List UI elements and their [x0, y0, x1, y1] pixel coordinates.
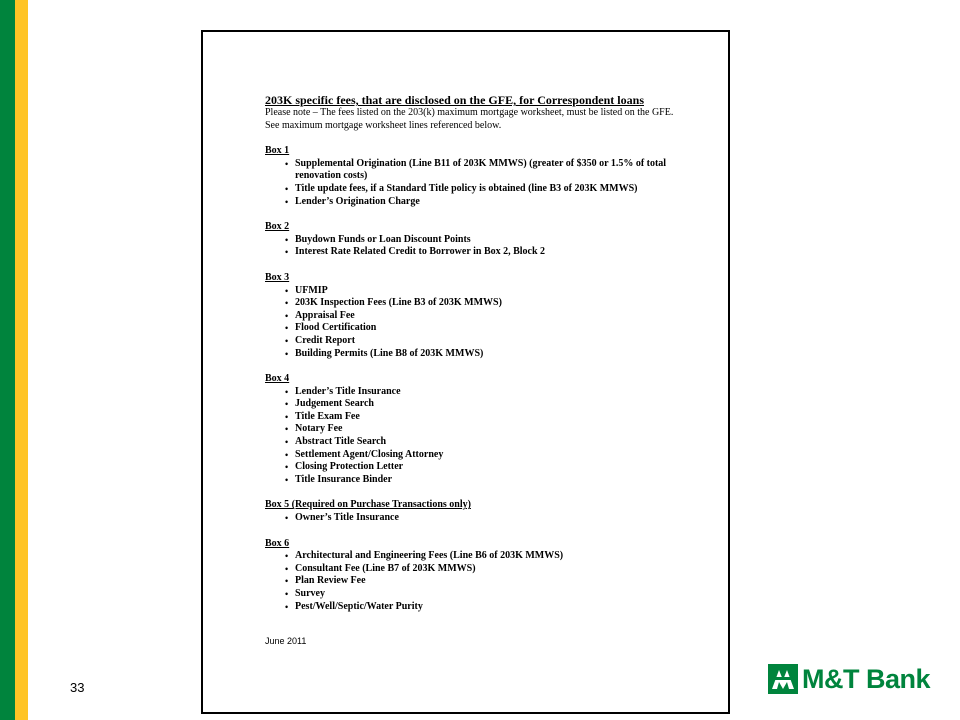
document-title: 203K specific fees, that are disclosed on the GFE, for Correspondent loans	[265, 93, 644, 107]
fee-list	[265, 234, 685, 259]
box-heading: Box 2	[265, 221, 290, 233]
box-heading: Box 3	[265, 271, 290, 283]
fee-section	[265, 499, 685, 524]
list-item-text: Title Insurance Binder	[295, 473, 393, 485]
brand-mark-icon	[768, 664, 798, 694]
box-heading: Box 4	[265, 373, 290, 385]
bullet-icon: •	[285, 576, 289, 587]
bullet-icon: •	[285, 386, 289, 397]
bullet-icon: •	[285, 462, 289, 473]
bullet-icon: •	[285, 348, 289, 359]
list-item	[265, 348, 685, 361]
list-item-text: Settlement Agent/Closing Attorney	[295, 448, 444, 460]
list-item-text: Flood Certification	[295, 322, 377, 334]
document-image	[201, 30, 730, 714]
list-item	[265, 322, 685, 335]
left-stripe-green	[0, 0, 15, 720]
list-item	[265, 285, 685, 298]
list-item	[265, 196, 685, 209]
list-item	[265, 588, 685, 601]
list-item	[265, 246, 685, 259]
bullet-icon: •	[285, 399, 289, 410]
list-item-text: Buydown Funds or Loan Discount Points	[295, 233, 471, 245]
bullet-icon: •	[285, 513, 289, 524]
bullet-icon: •	[285, 474, 289, 485]
bullet-icon: •	[285, 285, 289, 296]
bullet-icon: •	[285, 323, 289, 334]
fee-list	[265, 158, 685, 208]
list-item	[265, 550, 685, 563]
document-note: Please note – The fees listed on the 203(k) maximum mortgage worksheet, must be listed on the GFE. See maximum mortgage worksheet lines referenced below.	[265, 107, 674, 131]
fee-section	[265, 145, 685, 208]
bullet-icon: •	[285, 563, 289, 574]
bullet-icon: •	[285, 183, 289, 194]
list-item-text: Architectural and Engineering Fees (Line B6 of 203K MMWS)	[295, 550, 564, 562]
list-item	[265, 575, 685, 588]
box-heading: Box 6	[265, 537, 290, 549]
list-item-text: Pest/Well/Septic/Water Purity	[295, 600, 423, 612]
list-item	[265, 423, 685, 436]
brand-name: M&T Bank	[802, 664, 931, 694]
list-item-text: Supplemental Origination (Line B11 of 203K MMWS) (greater of $350 or 1.5% of total renovation costs)	[295, 157, 667, 182]
list-item-text: UFMIP	[295, 284, 328, 296]
list-item	[265, 386, 685, 399]
list-item	[265, 411, 685, 424]
list-item-text: Lender’s Title Insurance	[295, 385, 401, 397]
bullet-icon: •	[285, 551, 289, 562]
list-item-text: Owner’s Title Insurance	[295, 512, 399, 524]
list-item	[265, 436, 685, 449]
list-item-text: Title update fees, if a Standard Title policy is obtained (line B3 of 203K MMWS)	[295, 182, 638, 194]
list-item	[265, 234, 685, 247]
bullet-icon: •	[285, 601, 289, 612]
bullet-icon: •	[285, 589, 289, 599]
bullet-icon: •	[285, 196, 289, 207]
list-item	[265, 183, 685, 196]
fee-list	[265, 386, 685, 487]
bullet-icon: •	[285, 298, 289, 309]
list-item-text: Title Exam Fee	[295, 410, 360, 422]
list-item	[265, 449, 685, 462]
list-item-text: Closing Protection Letter	[295, 461, 404, 473]
list-item	[265, 335, 685, 348]
list-item-text: Credit Report	[295, 334, 356, 346]
fee-section	[265, 373, 685, 486]
list-item-text: Interest Rate Related Credit to Borrower in Box 2, Block 2	[295, 246, 546, 258]
brand-logo	[768, 664, 930, 694]
bullet-icon: •	[285, 158, 289, 169]
list-item-text: Lender’s Origination Charge	[295, 195, 420, 207]
bullet-icon: •	[285, 247, 289, 258]
box-heading: Box 1	[265, 145, 290, 157]
bullet-icon: •	[285, 234, 289, 245]
slide-number: 33	[70, 680, 85, 695]
fee-sections	[265, 145, 685, 613]
bullet-icon: •	[285, 424, 289, 435]
bullet-icon: •	[285, 449, 289, 460]
list-item-text: Notary Fee	[295, 423, 343, 435]
list-item-text: Abstract Title Search	[295, 436, 387, 448]
fee-section	[265, 538, 685, 614]
list-item	[265, 461, 685, 474]
bullet-icon: •	[285, 310, 289, 321]
list-item	[265, 310, 685, 323]
bullet-icon: •	[285, 437, 289, 448]
fee-section	[265, 272, 685, 360]
fee-section	[265, 221, 685, 259]
document-date: June 2011	[265, 636, 307, 647]
list-item-text: Consultant Fee (Line B7 of 203K MMWS)	[295, 562, 476, 574]
list-item-text: Building Permits (Line B8 of 203K MMWS)	[295, 347, 484, 359]
fee-list	[265, 550, 685, 613]
list-item	[265, 297, 685, 310]
list-item	[265, 158, 685, 183]
list-item-text: Judgement Search	[295, 398, 374, 410]
box-heading: Box 5 (Required on Purchase Transactions only)	[265, 499, 471, 511]
list-item	[265, 512, 685, 525]
document-content	[265, 94, 685, 648]
fee-list	[265, 512, 685, 525]
list-item-text: Plan Review Fee	[295, 575, 366, 587]
list-item-text: Appraisal Fee	[295, 309, 355, 321]
list-item-text: 203K Inspection Fees (Line B3 of 203K MMWS)	[295, 297, 502, 309]
list-item	[265, 398, 685, 411]
fee-list	[265, 285, 685, 361]
list-item	[265, 563, 685, 576]
bullet-icon: •	[285, 335, 289, 346]
bullet-icon: •	[285, 411, 289, 422]
list-item-text: Survey	[295, 588, 325, 599]
list-item	[265, 601, 685, 614]
list-item	[265, 474, 685, 487]
left-stripe-yellow	[15, 0, 28, 720]
